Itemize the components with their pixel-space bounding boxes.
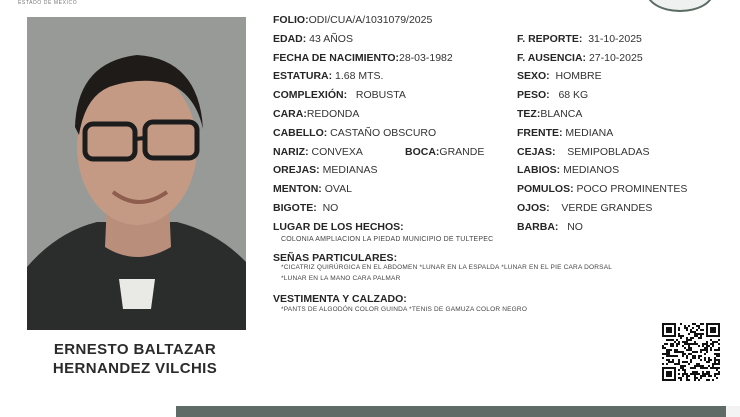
field-vestimenta-label bbox=[273, 293, 407, 306]
orejas-value: MEDIANAS bbox=[322, 164, 378, 176]
person-name-line2: HERNANDEZ VILCHIS bbox=[52, 360, 218, 377]
fecha-nac-value: 28-03-1982 bbox=[399, 52, 453, 64]
issuer-text: ESTADO DE MÉXICO bbox=[18, 0, 78, 6]
field-cabello bbox=[273, 127, 436, 140]
menton-value: OVAL bbox=[324, 183, 352, 195]
field-cejas bbox=[517, 146, 649, 159]
menton-label: MENTON: bbox=[273, 183, 322, 195]
f-reporte-value: 31-10-2025 bbox=[588, 33, 642, 45]
senas-label: SEÑAS PARTICULARES: bbox=[273, 252, 398, 264]
labios-value: MEDIANOS bbox=[563, 164, 620, 176]
field-ojos bbox=[517, 202, 652, 215]
senas-line1: *CICATRIZ QUIRÚRGICA EN EL ABDOMEN *LUNAR EN LA ESPALDA *LUNAR EN EL PIE CARA DORSAL bbox=[281, 264, 613, 271]
field-labios bbox=[517, 164, 619, 177]
cabello-value: CASTAÑO OBSCURO bbox=[330, 127, 437, 139]
folio-value: ODI/CUA/A/1031079/2025 bbox=[308, 14, 433, 26]
field-complexion bbox=[273, 89, 406, 102]
f-ausencia-value: 27-10-2025 bbox=[588, 52, 643, 64]
vestimenta-label: VESTIMENTA Y CALZADO: bbox=[273, 293, 407, 305]
peso-value: 68 KG bbox=[558, 89, 589, 101]
vestimenta-value: *PANTS DE ALGODÓN COLOR GUINDA *TENIS DE GAMUZA COLOR NEGRO bbox=[281, 306, 528, 313]
field-fecha-nacimiento bbox=[273, 52, 453, 65]
field-orejas bbox=[273, 164, 377, 177]
qr-code-icon bbox=[662, 323, 720, 381]
field-cara bbox=[273, 108, 359, 121]
field-peso bbox=[517, 89, 588, 102]
nariz-value: CONVEXA bbox=[311, 146, 363, 158]
boca-value: GRANDE bbox=[439, 146, 485, 158]
lugar-label: LUGAR DE LOS HECHOS: bbox=[273, 221, 404, 233]
cejas-label: CEJAS: bbox=[517, 146, 556, 158]
frente-label: FRENTE: bbox=[517, 127, 563, 139]
ojos-label: OJOS: bbox=[517, 202, 550, 214]
edad-value: 43 AÑOS bbox=[309, 33, 353, 45]
bigote-label: BIGOTE: bbox=[273, 202, 317, 214]
bottom-corner bbox=[726, 406, 740, 417]
orejas-label: OREJAS: bbox=[273, 164, 320, 176]
cara-value: REDONDA bbox=[306, 108, 360, 120]
boca-label: BOCA: bbox=[405, 146, 440, 158]
pomulos-label: POMULOS: bbox=[517, 183, 574, 195]
barba-label: BARBA: bbox=[517, 221, 559, 233]
field-frente bbox=[517, 127, 613, 140]
field-estatura bbox=[273, 70, 383, 83]
field-nariz bbox=[273, 146, 363, 159]
bottom-bar bbox=[176, 406, 740, 417]
tez-label: TEZ: bbox=[517, 108, 541, 120]
tez-value: BLANCA bbox=[540, 108, 583, 120]
field-menton bbox=[273, 183, 352, 196]
cara-label: CARA: bbox=[273, 108, 307, 120]
field-folio bbox=[273, 14, 432, 27]
barba-value: NO bbox=[567, 221, 583, 233]
folio-label: FOLIO: bbox=[273, 14, 309, 26]
bigote-value: NO bbox=[322, 202, 339, 214]
edad-label: EDAD: bbox=[273, 33, 307, 45]
f-reporte-label: F. REPORTE: bbox=[517, 33, 583, 45]
field-barba bbox=[517, 221, 583, 234]
official-seal-icon bbox=[646, 0, 714, 12]
senas-line2: *LUNAR EN LA MANO CARA PALMAR bbox=[281, 275, 401, 282]
nariz-label: NARIZ: bbox=[273, 146, 309, 158]
person-name-line1: ERNESTO BALTAZAR bbox=[53, 341, 217, 358]
estatura-value: 1.68 MTS. bbox=[335, 70, 384, 82]
sexo-value: HOMBRE bbox=[555, 70, 602, 82]
person-photo bbox=[27, 17, 246, 330]
field-sexo bbox=[517, 70, 602, 83]
field-pomulos bbox=[517, 183, 687, 196]
f-ausencia-label: F. AUSENCIA: bbox=[517, 52, 587, 64]
lugar-value: COLONIA AMPLIACION LA PIEDAD MUNICIPIO DE TULTEPEC bbox=[281, 236, 494, 243]
peso-label: PESO: bbox=[517, 89, 550, 101]
qr-code-graphic bbox=[662, 323, 720, 381]
sexo-label: SEXO: bbox=[517, 70, 550, 82]
field-boca bbox=[405, 146, 484, 159]
complexion-label: COMPLEXIÓN: bbox=[273, 89, 348, 101]
field-edad bbox=[273, 33, 353, 46]
labios-label: LABIOS: bbox=[517, 164, 561, 176]
pomulos-value: POCO PROMINENTES bbox=[576, 183, 688, 195]
fecha-nac-label: FECHA DE NACIMIENTO: bbox=[273, 52, 399, 64]
field-bigote bbox=[273, 202, 338, 215]
cejas-value: SEMIPOBLADAS bbox=[567, 146, 650, 158]
field-f-ausencia bbox=[517, 52, 643, 65]
cabello-label: CABELLO: bbox=[273, 127, 328, 139]
field-f-reporte bbox=[517, 33, 642, 46]
field-lugar-label bbox=[273, 221, 404, 234]
person-photo-illustration bbox=[27, 17, 246, 330]
ojos-value: VERDE GRANDES bbox=[561, 202, 653, 214]
frente-value: MEDIANA bbox=[565, 127, 614, 139]
field-tez bbox=[517, 108, 582, 121]
estatura-label: ESTATURA: bbox=[273, 70, 333, 82]
complexion-value: ROBUSTA bbox=[355, 89, 406, 101]
